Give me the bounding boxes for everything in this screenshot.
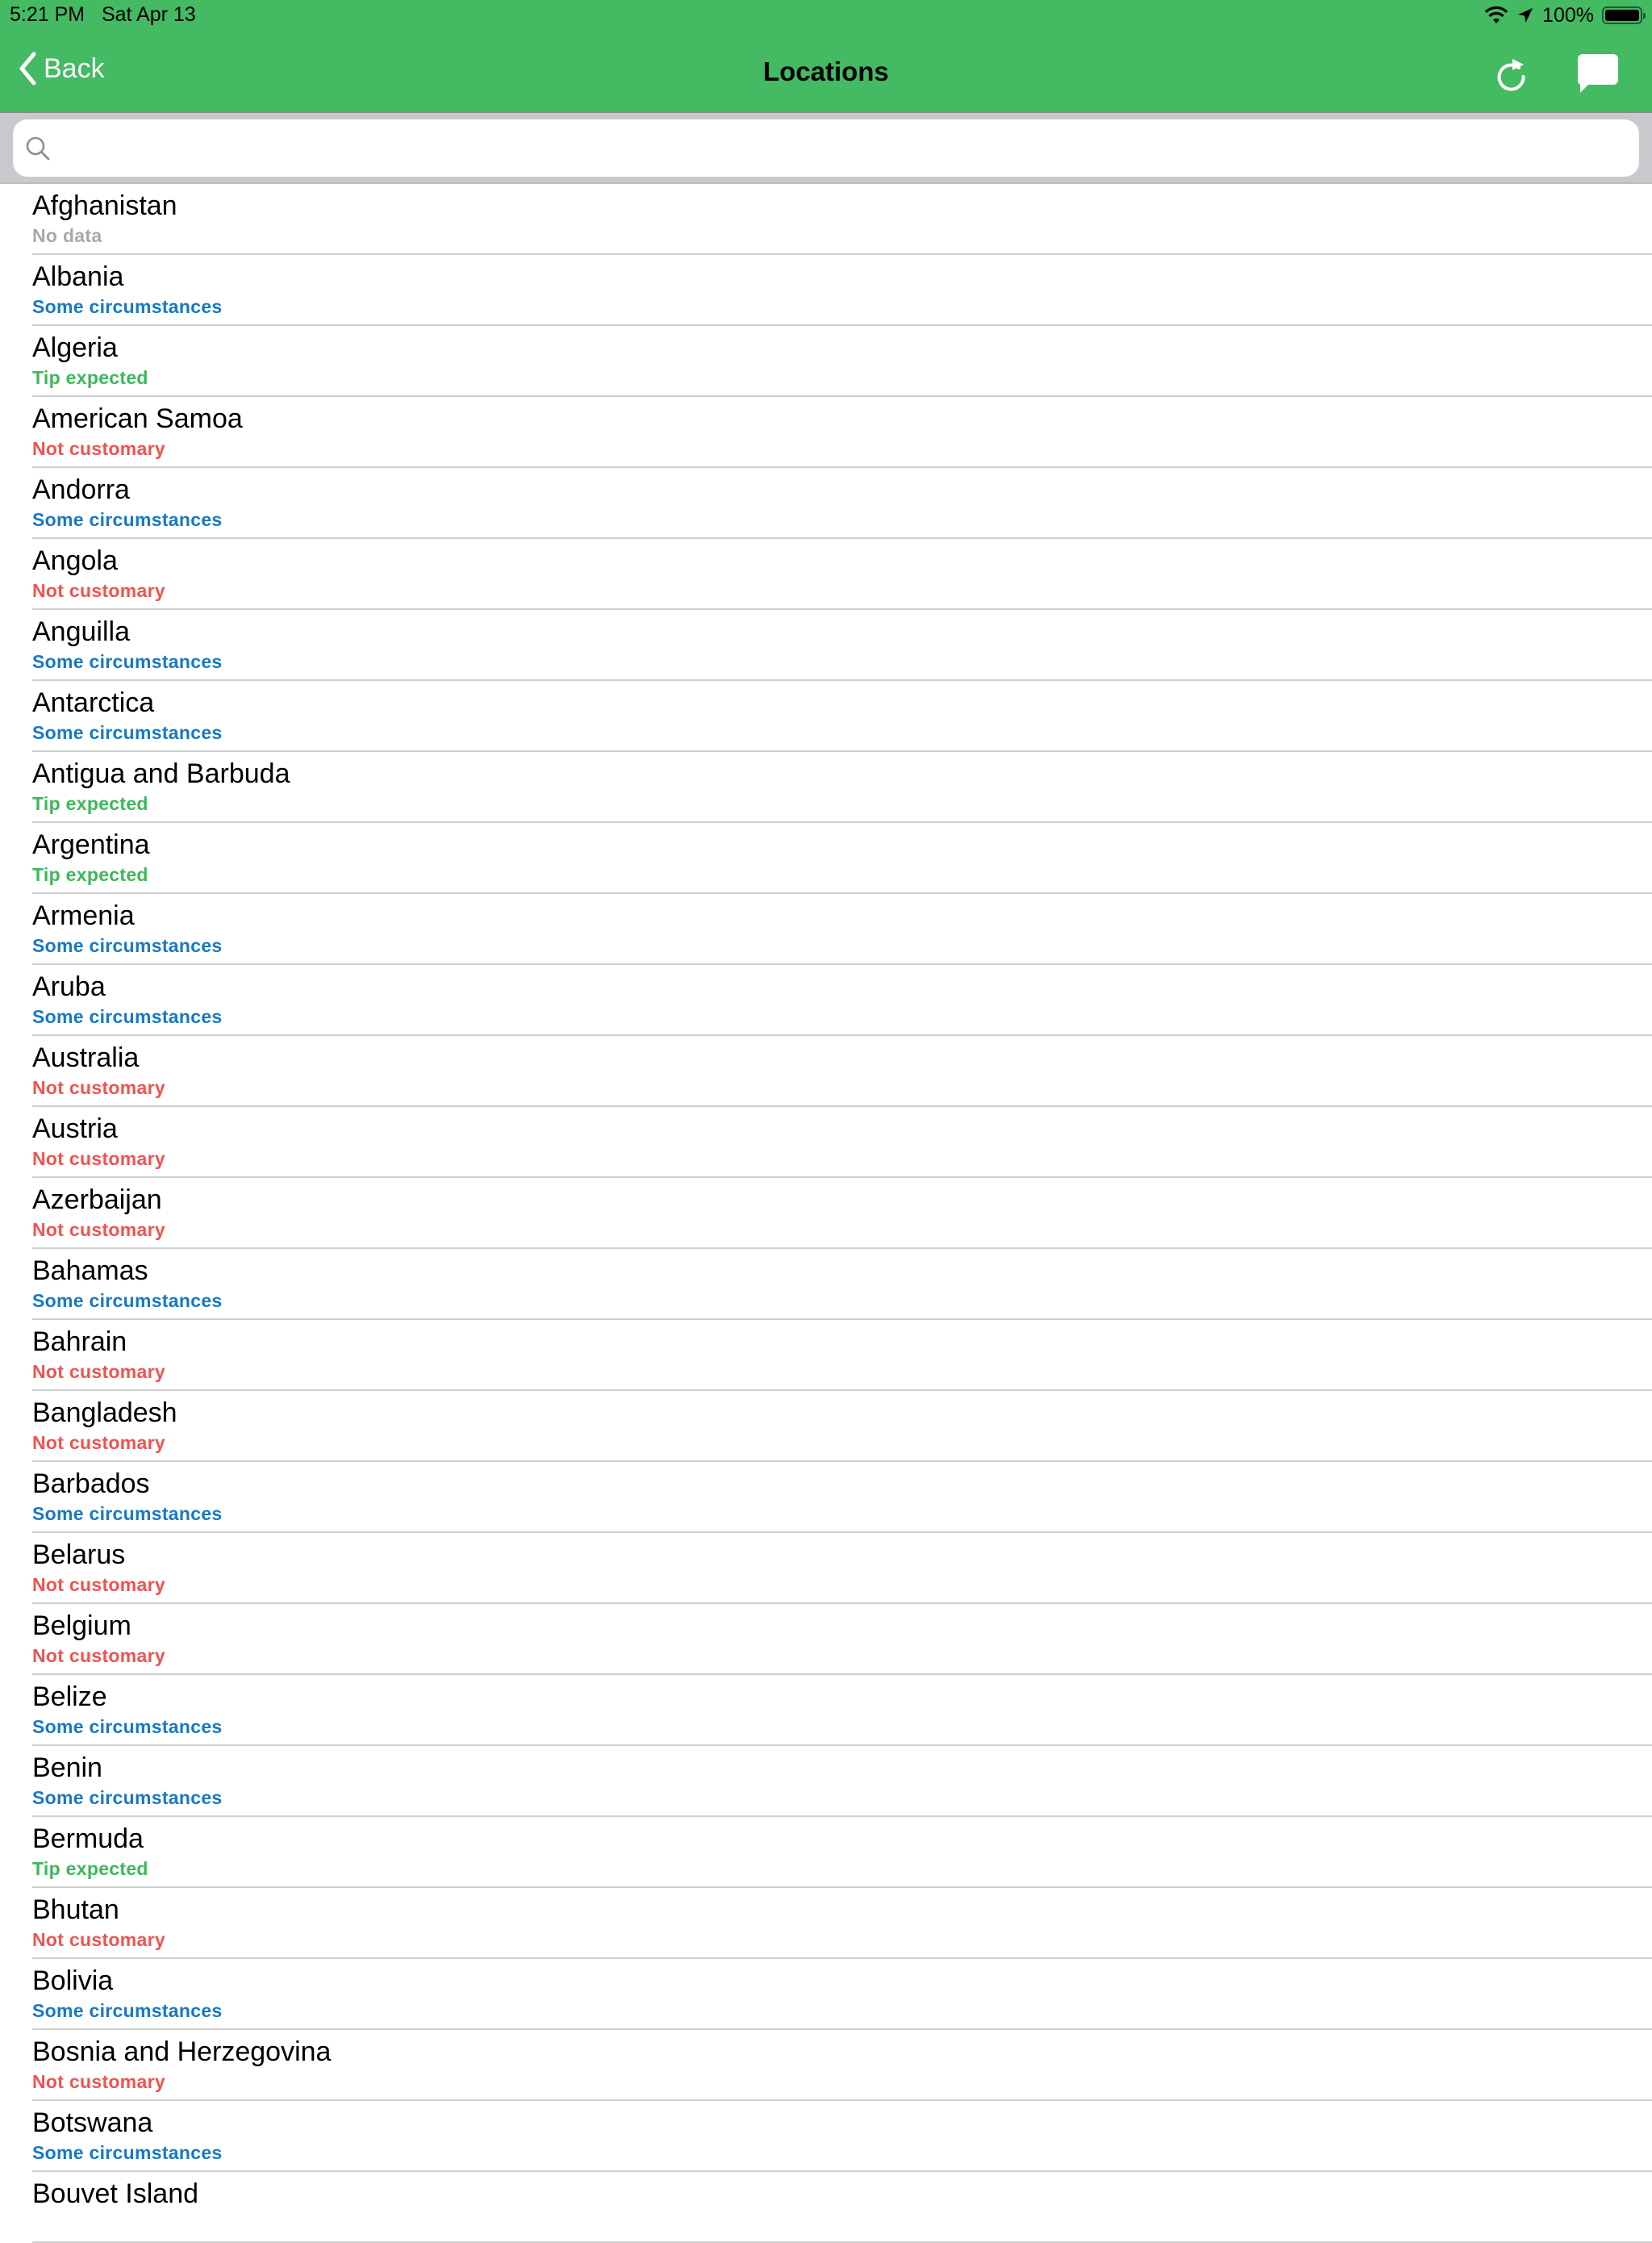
location-name: Barbados [32, 1468, 150, 1499]
tipping-status: Not customary [32, 438, 165, 459]
tipping-status: Some circumstances [32, 2142, 223, 2163]
location-row[interactable] [0, 1675, 1652, 1746]
location-name: Bolivia [32, 1965, 114, 1996]
location-row[interactable] [0, 965, 1652, 1036]
location-name: Belarus [32, 1539, 126, 1570]
page-title: Locations [763, 56, 889, 86]
location-row[interactable] [0, 1533, 1652, 1604]
locations-list[interactable] [0, 184, 1652, 2243]
tipping-status: Some circumstances [32, 1787, 223, 1808]
location-row[interactable] [0, 1888, 1652, 1959]
tipping-status: Some circumstances [32, 1716, 223, 1737]
location-row[interactable] [0, 681, 1652, 752]
location-name: Antigua and Barbuda [32, 758, 290, 789]
tipping-status: Tip expected [32, 1858, 148, 1879]
location-row[interactable] [0, 610, 1652, 681]
location-name: Anguilla [32, 616, 130, 647]
location-name: Belgium [32, 1610, 131, 1641]
location-name: Algeria [32, 332, 118, 363]
location-row[interactable] [0, 752, 1652, 823]
location-row[interactable] [0, 326, 1652, 397]
tipping-status: Some circumstances [32, 296, 223, 317]
tipping-status: Some circumstances [32, 651, 223, 672]
status-indicators [1484, 2, 1642, 28]
location-row[interactable] [0, 2030, 1652, 2101]
tipping-status: Some circumstances [32, 509, 223, 530]
location-row[interactable] [0, 2101, 1652, 2172]
refresh-icon [1492, 54, 1531, 93]
location-name: Botswana [32, 2107, 153, 2138]
location-name: Afghanistan [32, 190, 177, 221]
tipping-status: Some circumstances [32, 1503, 223, 1524]
back-label: Back [44, 52, 105, 84]
tipping-status: Not customary [32, 1432, 165, 1453]
search-icon [24, 135, 52, 162]
tipping-status: Some circumstances [32, 722, 223, 743]
location-name: Bangladesh [32, 1397, 177, 1428]
location-name: Benin [32, 1752, 102, 1783]
location-row[interactable] [0, 184, 1652, 255]
status-clock: 5:21 PM [10, 3, 86, 26]
location-row[interactable] [0, 1746, 1652, 1817]
location-row[interactable] [0, 1178, 1652, 1249]
tipping-status: Not customary [32, 1361, 165, 1382]
tipping-status: Not customary [32, 1645, 165, 1666]
tipping-status: Some circumstances [32, 2000, 223, 2021]
location-name: Aruba [32, 971, 106, 1002]
location-name: Australia [32, 1042, 140, 1073]
tipping-status: Not customary [32, 1077, 165, 1098]
location-name: Antarctica [32, 687, 155, 718]
battery-icon [1602, 6, 1642, 24]
location-name: Argentina [32, 829, 150, 860]
tipping-status: Not customary [32, 1574, 165, 1595]
location-row[interactable] [0, 468, 1652, 539]
navigation-bar [0, 0, 1652, 113]
location-name: Albania [32, 261, 124, 292]
location-row[interactable] [0, 255, 1652, 326]
location-row[interactable] [0, 1462, 1652, 1533]
tipping-status: Tip expected [32, 864, 148, 885]
tipping-status: Tip expected [32, 367, 148, 388]
location-row[interactable] [0, 1107, 1652, 1178]
battery-percent: 100% [1542, 3, 1594, 27]
tipping-status: Not customary [32, 580, 165, 601]
location-row[interactable] [0, 1959, 1652, 2030]
location-row[interactable] [0, 397, 1652, 468]
location-name: American Samoa [32, 403, 243, 434]
tipping-status: Not customary [32, 1148, 165, 1169]
status-date: Sat Apr 13 [101, 3, 196, 26]
chat-bubble-icon [1573, 50, 1621, 97]
location-row[interactable] [0, 539, 1652, 610]
location-row[interactable] [0, 2172, 1652, 2243]
location-arrow-icon [1516, 6, 1534, 24]
location-name: Andorra [32, 474, 130, 505]
chat-button[interactable] [1573, 50, 1621, 97]
location-row[interactable] [0, 823, 1652, 894]
tipping-status: Some circumstances [32, 935, 223, 956]
tipping-status: Not customary [32, 2071, 165, 2092]
location-row[interactable] [0, 894, 1652, 965]
location-row[interactable] [0, 1817, 1652, 1888]
search-field[interactable] [13, 119, 1639, 177]
search-input[interactable] [60, 123, 1639, 173]
location-name: Bermuda [32, 1823, 144, 1854]
tipping-status: Tip expected [32, 793, 148, 814]
location-row[interactable] [0, 1320, 1652, 1391]
tipping-status: Some circumstances [32, 1290, 223, 1311]
location-name: Belize [32, 1681, 107, 1712]
location-row[interactable] [0, 1036, 1652, 1107]
location-row[interactable] [0, 1391, 1652, 1462]
location-name: Bahrain [32, 1326, 127, 1357]
tipping-status: Not customary [32, 1929, 165, 1950]
location-name: Bouvet Island [32, 2178, 199, 2209]
location-name: Bhutan [32, 1894, 119, 1925]
location-row[interactable] [0, 1249, 1652, 1320]
location-name: Bahamas [32, 1255, 148, 1286]
location-name: Azerbaijan [32, 1184, 162, 1215]
location-name: Armenia [32, 900, 135, 931]
location-row[interactable] [0, 1604, 1652, 1675]
location-name: Angola [32, 545, 118, 576]
location-name: Bosnia and Herzegovina [32, 2036, 332, 2067]
tipping-status: Some circumstances [32, 1006, 223, 1027]
location-name: Austria [32, 1113, 118, 1144]
search-bar-container [0, 113, 1652, 184]
refresh-button[interactable] [1492, 54, 1531, 93]
status-time [10, 3, 196, 27]
tipping-status: No data [32, 225, 102, 246]
status-bar [0, 0, 1652, 31]
tipping-status: Not customary [32, 1219, 165, 1240]
wifi-icon [1484, 6, 1508, 25]
